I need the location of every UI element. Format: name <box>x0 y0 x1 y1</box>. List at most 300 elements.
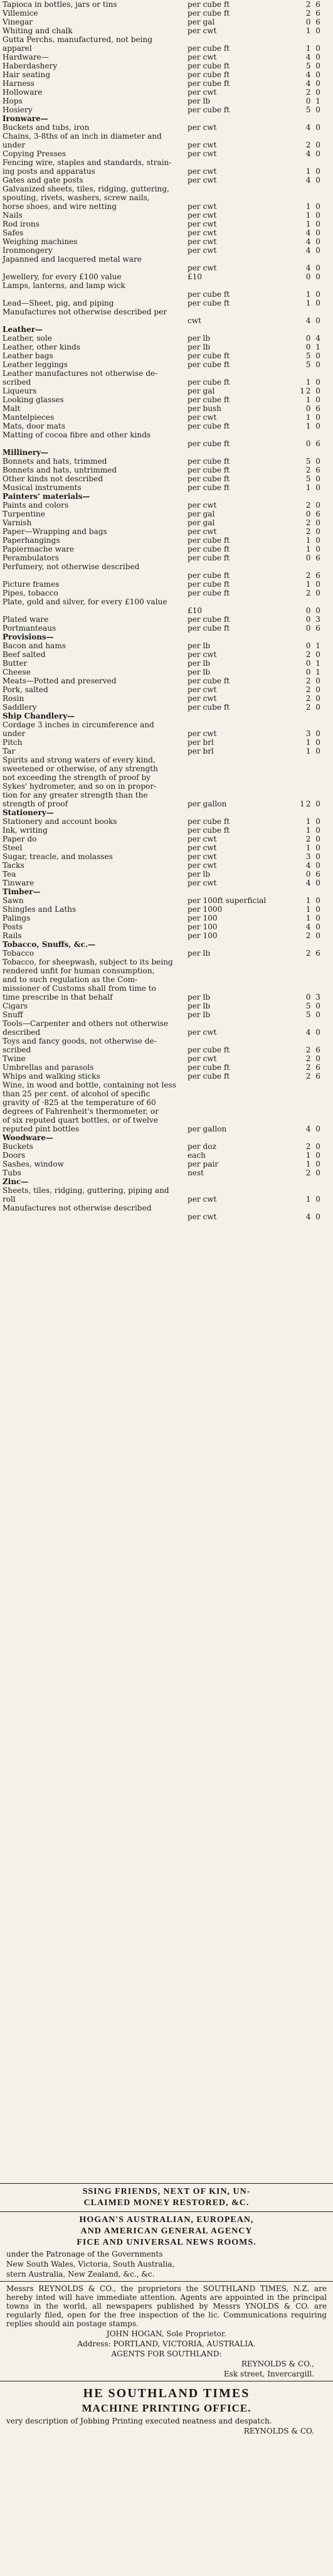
tariff-amount: 1 0 <box>305 413 322 422</box>
tariff-unit: per lb <box>188 334 211 343</box>
tariff-unit: per cwt <box>188 211 217 220</box>
tariff-item: missioner of Customs shall from time to <box>3 984 156 993</box>
tariff-amount: 2 0 <box>305 589 322 597</box>
tariff-row <box>3 413 330 422</box>
tariff-row <box>3 887 330 896</box>
tariff-row <box>3 53 330 61</box>
tariff-row <box>3 1028 330 1037</box>
tariff-unit: per gal <box>188 387 215 395</box>
tariff-row <box>3 747 330 756</box>
tariff-amount: 2 0 <box>305 931 322 940</box>
tariff-amount: 4 0 <box>305 1028 322 1037</box>
divider <box>0 2281 333 2282</box>
tariff-unit: per cube ft <box>188 1063 230 1072</box>
tariff-item: Paints and colors <box>3 501 69 510</box>
tariff-row <box>3 1107 330 1116</box>
tariff-amount: 1 0 <box>305 914 322 922</box>
tariff-amount: 5 0 <box>305 105 322 114</box>
tariff-row <box>3 1089 330 1098</box>
tariff-amount: 4 0 <box>305 879 322 887</box>
tariff-amount: 1 0 <box>305 395 322 404</box>
tariff-row <box>3 26 330 35</box>
tariff-amount: 2 6 <box>305 949 322 958</box>
tariff-amount: 2 0 <box>305 1054 322 1063</box>
tariff-unit: per cube ft <box>188 624 230 633</box>
tariff-item: Saddlery <box>3 703 37 712</box>
tariff-unit: per 100 <box>188 922 218 931</box>
tariff-row <box>3 114 330 123</box>
tariff-unit: per gallon <box>188 799 227 808</box>
tariff-row <box>3 61 330 70</box>
tariff-item: Bacon and hams <box>3 641 66 650</box>
tariff-row <box>3 703 330 712</box>
tariff-row <box>3 571 330 580</box>
tariff-unit: per cwt <box>188 685 217 694</box>
tariff-amount: 2 0 <box>305 518 322 527</box>
tariff-amount: 5 0 <box>305 1002 322 1010</box>
tariff-unit: per cube ft <box>188 817 230 826</box>
tariff-row <box>3 518 330 527</box>
tariff-row <box>3 764 330 773</box>
tariff-item: and to such regulation as the Com- <box>3 975 138 984</box>
tariff-item: Timber— <box>3 887 41 896</box>
tariff-amount: 2 6 <box>305 9 322 18</box>
tariff-row <box>3 799 330 808</box>
tariff-amount: 2 0 <box>305 501 322 510</box>
tariff-amount: 2 0 <box>305 703 322 712</box>
tariff-row <box>3 167 330 176</box>
tariff-row <box>3 1204 330 1212</box>
tariff-unit: per doz <box>188 1142 216 1151</box>
tariff-unit: per lb <box>188 641 211 650</box>
tariff-unit: per cwt <box>188 650 217 659</box>
tariff-row <box>3 325 330 334</box>
tariff-unit: per cwt <box>188 202 217 211</box>
tariff-item: Whips and walking sticks <box>3 1072 100 1081</box>
tariff-item: under <box>3 141 26 149</box>
tariff-row <box>3 88 330 97</box>
tariff-amount: 1 0 <box>305 817 322 826</box>
tariff-amount: 2 6 <box>305 0 322 9</box>
tariff-row <box>3 668 330 676</box>
tariff-row <box>3 70 330 79</box>
tariff-amount: 4 0 <box>305 246 322 255</box>
tariff-unit: per lb <box>188 949 211 958</box>
tariff-row <box>3 826 330 835</box>
tariff-amount: 12 0 <box>300 387 322 395</box>
tariff-row <box>3 9 330 18</box>
tariff-item: Gutta Perchs, manufactured, not being <box>3 35 153 44</box>
tariff-item: Butter <box>3 659 28 668</box>
tariff-amount: 1 0 <box>305 905 322 914</box>
tariff-amount: 0 1 <box>305 641 322 650</box>
tariff-row <box>3 562 330 571</box>
tariff-item: Holloware <box>3 88 43 97</box>
tariff-unit: per cube ft <box>188 615 230 624</box>
tariff-row <box>3 984 330 993</box>
tariff-amount: 2 0 <box>305 527 322 536</box>
tariff-row <box>3 641 330 650</box>
tariff-row <box>3 316 330 325</box>
tariff-unit: per 100 <box>188 931 218 940</box>
tariff-item: Steel <box>3 843 23 852</box>
tariff-item: apparel <box>3 44 32 53</box>
tariff-amount: 1 0 <box>305 843 322 852</box>
tariff-item: of six reputed quart bottles, or of twelve <box>3 1116 159 1125</box>
tariff-unit: per cwt <box>188 835 217 843</box>
tariff-unit: per lb <box>188 993 211 1002</box>
tariff-unit: per cube ft <box>188 360 230 369</box>
agents-name: REYNOLDS & CO., <box>241 2360 314 2368</box>
tariff-row <box>3 905 330 914</box>
tariff-item: Haberdashery <box>3 61 58 70</box>
tariff-amount: 1 0 <box>305 747 322 756</box>
tariff-amount: 1 0 <box>305 378 322 387</box>
tariff-unit: cwt <box>188 316 201 325</box>
tariff-amount: 1 0 <box>305 1195 322 1204</box>
tariff-item: Buckets <box>3 1142 34 1151</box>
tariff-row <box>3 650 330 659</box>
tariff-item: Liqueurs <box>3 387 37 395</box>
tariff-row <box>3 422 330 430</box>
tariff-amount: 1 0 <box>305 202 322 211</box>
tariff-row <box>3 615 330 624</box>
tariff-row <box>3 1081 330 1089</box>
tariff-unit: per lb <box>188 659 211 668</box>
tariff-unit: per cube ft <box>188 580 230 589</box>
tariff-row <box>3 553 330 562</box>
tariff-item: Lamps, lanterns, and lamp wick <box>3 281 125 290</box>
tariff-row <box>3 1168 330 1177</box>
agents-heading: AGENTS FOR SOUTHLAND: <box>111 2349 222 2358</box>
tariff-item: Mantelpieces <box>3 413 55 422</box>
tariff-row <box>3 501 330 510</box>
tariff-row <box>3 334 330 343</box>
tariff-amount: 0 6 <box>305 18 322 26</box>
tariff-item: Bonnets and hats, trimmed <box>3 457 107 466</box>
tariff-unit: per lb <box>188 1010 211 1019</box>
tariff-row <box>3 132 330 141</box>
tariff-row <box>3 369 330 378</box>
tariff-row <box>3 272 330 281</box>
tariff-unit: per cwt <box>188 149 217 158</box>
tariff-amount: 0 1 <box>305 668 322 676</box>
tariff-item: Hosiery <box>3 105 33 114</box>
tariff-amount: 5 0 <box>305 1010 322 1019</box>
tariff-unit: per cube ft <box>188 0 230 9</box>
tariff-row <box>3 105 330 114</box>
tariff-item: Wine, in wood and bottle, containing not less <box>3 1081 176 1089</box>
tariff-item: Ship Chandlery— <box>3 712 75 720</box>
tariff-row <box>3 343 330 351</box>
tariff-unit: per cube ft <box>188 70 230 79</box>
tariff-item: Sashes, window <box>3 1160 64 1168</box>
tariff-row <box>3 510 330 518</box>
tariff-row <box>3 808 330 817</box>
tariff-amount: 2 0 <box>305 88 322 97</box>
tariff-item: Leather, sole <box>3 334 52 343</box>
tariff-amount: 4 0 <box>305 237 322 246</box>
tariff-item: Hops <box>3 97 23 105</box>
southland-times-title: HE SOUTHLAND TIMES <box>83 2386 250 2400</box>
tariff-unit: per cube ft <box>188 61 230 70</box>
tariff-row <box>3 589 330 597</box>
tariff-row <box>3 404 330 413</box>
tariff-unit: per cwt <box>188 228 217 237</box>
tariff-unit: per cwt <box>188 861 217 870</box>
tariff-item: Gates and gate posts <box>3 176 83 184</box>
tariff-row <box>3 852 330 861</box>
tariff-item: Tobacco, for sheepwash, subject to its being <box>3 958 173 966</box>
tariff-item: Provisions— <box>3 633 54 641</box>
tariff-unit: per cwt <box>188 123 217 132</box>
tariff-row <box>3 694 330 703</box>
tariff-amount: 2 0 <box>305 685 322 694</box>
tariff-item: Bonnets and hats, untrimmed <box>3 466 117 474</box>
tariff-row <box>3 931 330 940</box>
tariff-row <box>3 1151 330 1160</box>
tariff-row <box>3 922 330 931</box>
tariff-row <box>3 782 330 791</box>
tariff-row <box>3 580 330 589</box>
tariff-item: Portmanteaus <box>3 624 56 633</box>
tariff-amount: 4 0 <box>305 922 322 931</box>
tariff-amount: 0 4 <box>305 334 322 343</box>
tariff-unit: per cube ft <box>188 826 230 835</box>
tariff-item: Cigars <box>3 1002 28 1010</box>
tariff-amount: 0 0 <box>305 272 322 281</box>
tariff-amount: 0 6 <box>305 624 322 633</box>
tariff-amount: 5 0 <box>305 61 322 70</box>
tariff-amount: 1 0 <box>305 545 322 553</box>
tariff-row <box>3 193 330 202</box>
tariff-row <box>3 1045 330 1054</box>
tariff-item: Whiting and chalk <box>3 26 73 35</box>
tariff-amount: 3 0 <box>305 729 322 738</box>
tariff-item: Tubs <box>3 1168 21 1177</box>
tariff-item: Leather manufactures not otherwise de- <box>3 369 158 378</box>
tariff-row <box>3 527 330 536</box>
tariff-unit: per cube ft <box>188 439 230 448</box>
tariff-item: Japanned and lacquered metal ware <box>3 255 142 264</box>
tariff-unit: per cube ft <box>188 474 230 483</box>
tariff-amount: 0 3 <box>305 615 322 624</box>
tariff-amount: 2 6 <box>305 1072 322 1081</box>
tariff-amount: 2 0 <box>305 1168 322 1177</box>
tariff-row <box>3 307 330 316</box>
tariff-item: Millinery— <box>3 448 49 457</box>
tariff-unit: per cube ft <box>188 703 230 712</box>
tariff-unit: per cube ft <box>188 545 230 553</box>
agency-title-2: AND AMERICAN GENERAL AGENCY <box>80 2226 253 2236</box>
tariff-amount: 5 0 <box>305 351 322 360</box>
tariff-row <box>3 97 330 105</box>
tariff-unit: per cube ft <box>188 1072 230 1081</box>
tariff-item: Fencing wire, staples and standards, strain- <box>3 158 172 167</box>
tariff-item: Rails <box>3 931 22 940</box>
tariff-amount: 1 0 <box>305 738 322 747</box>
tariff-row <box>3 676 330 685</box>
tariff-item: reputed pint bottles <box>3 1125 80 1133</box>
tariff-unit: per cube ft <box>188 536 230 545</box>
tariff-amount: 2 0 <box>305 1142 322 1151</box>
tariff-item: Tea <box>3 870 16 879</box>
tariff-row <box>3 861 330 870</box>
tariff-item: Palings <box>3 914 31 922</box>
tariff-item: Manufactures not otherwise described <box>3 1204 152 1212</box>
sole-proprietor: JOHN HOGAN, Sole Proprietor. <box>106 2329 227 2338</box>
tariff-unit: per gal <box>188 18 215 26</box>
tariff-row <box>3 466 330 474</box>
tariff-item: gravity of ·825 at the temperature of 60 <box>3 1098 156 1107</box>
tariff-row <box>3 1063 330 1072</box>
tariff-amount: 1 0 <box>305 422 322 430</box>
tariff-amount: 4 0 <box>305 264 322 272</box>
tariff-row <box>3 729 330 738</box>
tariff-unit: £10 <box>188 606 203 615</box>
tariff-row <box>3 141 330 149</box>
tariff-item: Meats—Potted and preserved <box>3 676 117 685</box>
tariff-item: Zinc— <box>3 1177 29 1186</box>
tariff-amount: 0 6 <box>305 553 322 562</box>
tariff-item: scribed <box>3 378 31 387</box>
tariff-item: Perambulators <box>3 553 59 562</box>
tariff-unit: per cwt <box>188 264 217 272</box>
tariff-item: Sugar, treacle, and molasses <box>3 852 113 861</box>
tariff-amount: 1 0 <box>305 167 322 176</box>
tariff-unit: per cwt <box>188 729 217 738</box>
tariff-row <box>3 738 330 747</box>
tariff-amount: 3 0 <box>305 852 322 861</box>
agency-body-3: stern Australia, New Zealand, &c., &c. <box>6 2270 155 2279</box>
tariff-amount: 2 0 <box>305 676 322 685</box>
tariff-item: Nails <box>3 211 23 220</box>
tariff-item: strength of proof <box>3 799 68 808</box>
tariff-row <box>3 1019 330 1028</box>
tariff-amount: 1 0 <box>305 26 322 35</box>
tariff-item: Jewellery, for every £100 value <box>3 272 122 281</box>
tariff-unit: per cube ft <box>188 553 230 562</box>
tariff-row <box>3 966 330 975</box>
tariff-row <box>3 158 330 167</box>
tariff-row <box>3 791 330 799</box>
tariff-unit: per cwt <box>188 141 217 149</box>
tariff-unit: per cwt <box>188 1054 217 1063</box>
tariff-item: Turpentine <box>3 510 45 518</box>
tariff-row <box>3 492 330 501</box>
tariff-item: Hardware— <box>3 53 49 61</box>
tariff-item: Twine <box>3 1054 26 1063</box>
tariff-row <box>3 1142 330 1151</box>
tariff-row <box>3 0 330 9</box>
tariff-item: not exceeding the strength of proof by <box>3 773 151 782</box>
agency-title-1: HOGAN'S AUSTRALIAN, EUROPEAN, <box>79 2215 254 2225</box>
tariff-row <box>3 536 330 545</box>
tariff-amount: 1 0 <box>305 1151 322 1160</box>
tariff-item: described <box>3 1028 41 1037</box>
tariff-item: Paperhangings <box>3 536 60 545</box>
tariff-item: Umbrellas and parasols <box>3 1063 94 1072</box>
printing-office-title: MACHINE PRINTING OFFICE. <box>82 2402 251 2414</box>
tariff-amount: 5 0 <box>305 474 322 483</box>
tariff-unit: per cwt <box>188 1028 217 1037</box>
tariff-unit: per 100ft superficial <box>188 896 267 905</box>
tariff-row <box>3 597 330 606</box>
tariff-item: Paper—Wrapping and bags <box>3 527 107 536</box>
tariff-list <box>3 0 330 1221</box>
tariff-unit: per brl <box>188 747 214 756</box>
tariff-unit: per cube ft <box>188 1045 230 1054</box>
tariff-row <box>3 1002 330 1010</box>
tariff-item: Snuff <box>3 1010 23 1019</box>
tariff-row <box>3 395 330 404</box>
tariff-item: Perfumery, not otherwise described <box>3 562 140 571</box>
tariff-row <box>3 606 330 615</box>
tariff-row <box>3 879 330 887</box>
tariff-row <box>3 211 330 220</box>
tariff-item: Stationery and account books <box>3 817 117 826</box>
tariff-row <box>3 430 330 439</box>
tariff-item: Ink, writing <box>3 826 48 835</box>
tariff-item: Vinegar <box>3 18 33 26</box>
tariff-unit: per cube ft <box>188 457 230 466</box>
tariff-unit: per cwt <box>188 1212 217 1221</box>
tariff-item: Rod irons <box>3 220 40 228</box>
tariff-row <box>3 360 330 369</box>
tariff-row <box>3 949 330 958</box>
tariff-amount: 4 0 <box>305 149 322 158</box>
tariff-amount: 0 1 <box>305 343 322 351</box>
tariff-row <box>3 896 330 905</box>
tariff-unit: per cube ft <box>188 395 230 404</box>
tariff-item: Papiermache ware <box>3 545 75 553</box>
tariff-amount: 2 6 <box>305 466 322 474</box>
tariff-row <box>3 184 330 193</box>
tariff-item: Safes <box>3 228 24 237</box>
tariff-row <box>3 1133 330 1142</box>
tariff-row <box>3 545 330 553</box>
tariff-amount: 4 0 <box>305 79 322 88</box>
tariff-unit: £10 <box>188 272 203 281</box>
tariff-item: horse shoes, and wire netting <box>3 202 117 211</box>
tariff-unit: per cwt <box>188 220 217 228</box>
tariff-amount: 2 6 <box>305 1063 322 1072</box>
tariff-row <box>3 255 330 264</box>
tariff-item: than 25 per cent. of alcohol of specific <box>3 1089 151 1098</box>
tariff-row <box>3 237 330 246</box>
tariff-row <box>3 457 330 466</box>
tariff-item: Looking glasses <box>3 395 64 404</box>
tariff-amount: 4 0 <box>305 1125 322 1133</box>
tariff-unit: per cube ft <box>188 290 230 299</box>
tariff-item: Painters' materials— <box>3 492 90 501</box>
tariff-row <box>3 44 330 53</box>
tariff-row <box>3 1010 330 1019</box>
tariff-item: Leather, other kinds <box>3 343 80 351</box>
tariff-unit: per cwt <box>188 176 217 184</box>
divider <box>0 2211 333 2212</box>
divider <box>0 2183 333 2184</box>
tariff-unit: per cube ft <box>188 79 230 88</box>
tariff-item: time prescribe in that behalf <box>3 993 113 1002</box>
tariff-amount: 1 0 <box>305 290 322 299</box>
tariff-row <box>3 773 330 782</box>
tariff-unit: per cwt <box>188 852 217 861</box>
tariff-amount: 1 0 <box>305 483 322 492</box>
tariff-unit: per lb <box>188 1002 211 1010</box>
tariff-amount: 0 6 <box>305 510 322 518</box>
tariff-row <box>3 720 330 729</box>
